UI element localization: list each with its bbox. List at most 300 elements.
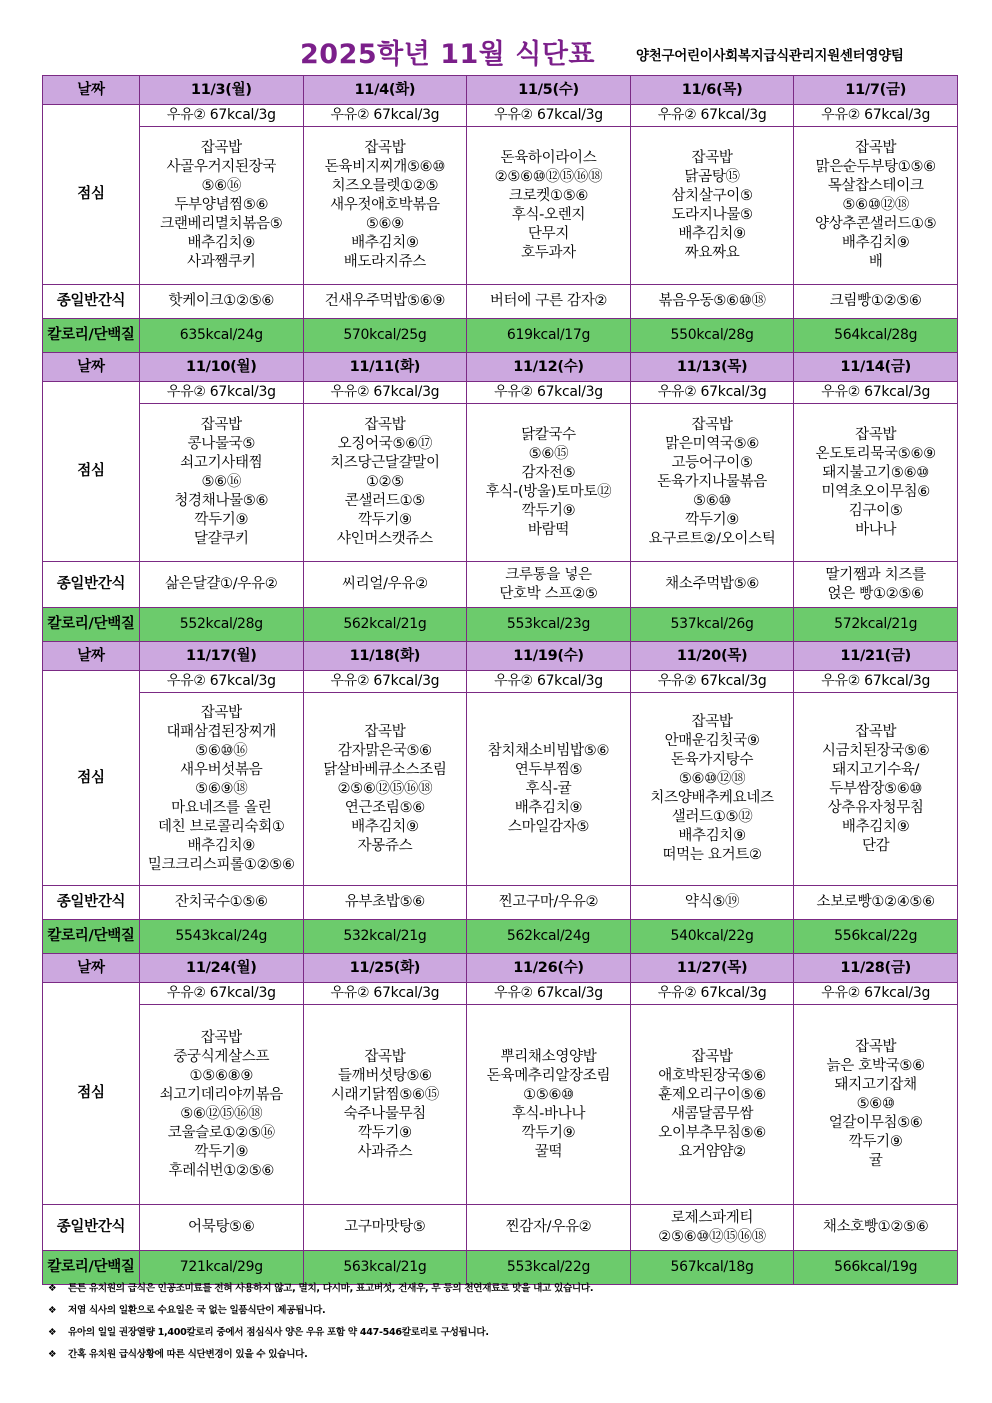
kcal-label: 칼로리/단백질: [43, 1251, 140, 1285]
menu-item: 요거얌얌②: [678, 1143, 746, 1160]
lunch-cell: [303, 404, 467, 562]
menu-item: 깍두기⑨: [521, 502, 576, 519]
snack-label: 종일반간식: [43, 562, 140, 608]
menu-item: 시금치된장국⑤⑥: [821, 742, 930, 759]
menu-item: 배도라지쥬스: [343, 254, 427, 270]
menu-item: 맑은순두부탕①⑤⑥: [815, 159, 936, 175]
menu-item: 잡곡밥: [200, 1029, 242, 1046]
menu-item: 후식-귤: [525, 780, 572, 797]
milk-cell: 우유② 67kcal/3g: [630, 382, 794, 404]
menu-item: 오이부추무침⑤⑥: [658, 1124, 766, 1141]
date-cell: 11/6(목): [630, 76, 794, 105]
snack-text: 건새우주먹밥⑤⑥⑨: [324, 293, 446, 309]
menu-item: 잡곡밥: [200, 140, 242, 156]
snack-text: 크루통을 넣은: [505, 566, 592, 583]
snack-row: [43, 886, 958, 920]
menu-item: 고등어구이⑤: [671, 455, 753, 471]
menu-item: 잡곡밥: [364, 140, 406, 156]
menu-item: ⑤⑥⑫⑮⑯⑱: [180, 1105, 263, 1122]
menu-item: 단무지: [527, 225, 570, 242]
date-label: 날짜: [43, 954, 140, 983]
menu-item: ①⑤⑥⑧⑨: [189, 1067, 254, 1084]
snack-cell: [467, 285, 631, 319]
menu-item: 온도토리묵국⑤⑥⑨: [815, 445, 936, 462]
menu-item: 새우버섯볶음: [180, 761, 263, 778]
lunch-cell: [303, 127, 467, 285]
menu-item: 얼갈이무침⑤⑥: [828, 1115, 923, 1131]
date-row: [43, 76, 958, 105]
menu-item: 쇠고기데리야끼볶음: [159, 1086, 283, 1103]
kcal-cell: 564kcal/28g: [794, 319, 958, 353]
snack-cell: [467, 562, 631, 608]
menu-item: 청경채나물⑤⑥: [174, 493, 269, 509]
menu-item: 자몽쥬스: [357, 837, 413, 854]
kcal-cell: 562kcal/24g: [467, 920, 631, 954]
menu-item: 배추김치⑨: [187, 235, 256, 251]
menu-item: 바람떡: [527, 521, 570, 538]
page-title: 2025학년 11월 식단표: [300, 39, 596, 70]
menu-item: 맑은미역국⑤⑥: [665, 436, 760, 452]
lunch-label: 점심: [43, 105, 140, 285]
notes-list: [48, 1278, 968, 1366]
menu-item: 숙주나물무침: [343, 1105, 427, 1122]
menu-item: 후식-오렌지: [511, 206, 586, 223]
menu-item: 돈육메추리알장조림: [486, 1067, 611, 1084]
menu-item: 잡곡밥: [200, 704, 242, 721]
menu-item: 크로켓①⑤⑥: [508, 187, 589, 204]
menu-item: ⑤⑥⑩⑯: [195, 742, 248, 759]
menu-item: 들깨버섯탕⑤⑥: [337, 1067, 432, 1084]
menu-item: 대패삼겹된장찌개: [166, 723, 277, 740]
kcal-cell: 570kcal/25g: [303, 319, 467, 353]
snack-text: 씨리얼/우유②: [341, 576, 428, 592]
lunch-cell: [467, 1005, 631, 1205]
menu-item: 깍두기⑨: [521, 1124, 576, 1141]
lunch-label: 점심: [43, 382, 140, 562]
milk-cell: 우유② 67kcal/3g: [303, 671, 467, 693]
menu-item: 달걀쿠키: [193, 531, 249, 547]
date-cell: 11/17(월): [140, 642, 304, 671]
kcal-cell: 556kcal/22g: [794, 920, 958, 954]
menu-item: ⑤⑥⑮: [528, 445, 569, 462]
milk-cell: 우유② 67kcal/3g: [630, 105, 794, 127]
snack-cell: [630, 285, 794, 319]
menu-item: 배: [868, 254, 883, 270]
menu-item: 잡곡밥: [855, 723, 897, 740]
milk-cell: 우유② 67kcal/3g: [303, 983, 467, 1005]
milk-cell: 우유② 67kcal/3g: [630, 983, 794, 1005]
lunch-cell: [467, 404, 631, 562]
menu-item: 짜요짜요: [684, 244, 740, 261]
menu-item: ⑤⑥⑩: [856, 1096, 895, 1112]
date-cell: 11/28(금): [794, 954, 958, 983]
milk-cell: 우유② 67kcal/3g: [630, 671, 794, 693]
kcal-cell: 550kcal/28g: [630, 319, 794, 353]
snack-cell: [467, 886, 631, 920]
menu-item: 돼지고기수육/: [832, 761, 920, 778]
kcal-cell: 566kcal/19g: [794, 1251, 958, 1285]
date-label: 날짜: [43, 642, 140, 671]
menu-item: 잡곡밥: [200, 417, 242, 433]
snack-cell: [794, 562, 958, 608]
menu-item: 잡곡밥: [364, 1048, 406, 1065]
menu-item: 새콤달콤무쌈: [670, 1105, 754, 1122]
date-cell: 11/20(목): [630, 642, 794, 671]
menu-item: 뿌리채소영양밥: [500, 1048, 597, 1065]
menu-item: 애호박된장국⑤⑥: [658, 1067, 766, 1084]
snack-label: 종일반간식: [43, 1205, 140, 1251]
lunch-cell: [794, 127, 958, 285]
menu-item: 닭칼국수: [521, 426, 576, 443]
snack-cell: [630, 886, 794, 920]
menu-item: 마요네즈를 올린: [171, 799, 272, 816]
menu-item: 귤: [868, 1153, 883, 1169]
lunch-label: 점심: [43, 983, 140, 1205]
snack-text: ②⑤⑥⑩⑫⑮⑯⑱: [658, 1228, 766, 1245]
menu-item: 쇠고기사태찜: [180, 455, 263, 471]
kcal-cell: 635kcal/24g: [140, 319, 304, 353]
menu-item: 요구르트②/오이스틱: [648, 531, 776, 547]
menu-item: 새우젓애호박볶음: [330, 197, 440, 213]
milk-cell: 우유② 67kcal/3g: [794, 105, 958, 127]
lunch-row: [43, 693, 958, 886]
menu-item: 깍두기⑨: [357, 1124, 412, 1141]
kcal-cell: 532kcal/21g: [303, 920, 467, 954]
menu-item: 배추김치⑨: [678, 225, 746, 242]
lunch-row: [43, 1005, 958, 1205]
menu-item: 감자맑은국⑤⑥: [337, 742, 432, 759]
date-cell: 11/21(금): [794, 642, 958, 671]
menu-item: 코울슬로①②⑤⑯: [167, 1124, 275, 1141]
menu-item: 시래기닭찜⑤⑥⑮: [330, 1086, 439, 1103]
lunch-label: 점심: [43, 671, 140, 886]
menu-item: ⑤⑥⑩⑫⑱: [678, 771, 746, 787]
menu-item: 상추유자청무침: [827, 799, 924, 816]
milk-cell: 우유② 67kcal/3g: [140, 671, 304, 693]
menu-item: 배추김치⑨: [841, 818, 910, 835]
snack-text: 핫케이크①②⑤⑥: [168, 293, 275, 309]
date-label: 날짜: [43, 76, 140, 105]
snack-text: 잔치국수①⑤⑥: [174, 894, 268, 910]
menu-item: ⑤⑥⑯: [201, 474, 242, 490]
date-cell: 11/13(목): [630, 353, 794, 382]
menu-item: 안매운김칫국⑨: [664, 733, 760, 749]
date-cell: 11/26(수): [467, 954, 631, 983]
snack-cell: [140, 285, 304, 319]
lunch-cell: [303, 1005, 467, 1205]
menu-item: 잡곡밥: [691, 1048, 733, 1065]
snack-text: 유부초밥⑤⑥: [344, 894, 425, 910]
menu-item: 두부쌈장⑤⑥⑩: [829, 780, 923, 797]
bullet-icon: ❖: [48, 1283, 57, 1294]
date-cell: 11/3(월): [140, 76, 304, 105]
lunch-cell: [630, 1005, 794, 1205]
snack-text: 고구마맛탕⑤: [344, 1219, 426, 1235]
menu-item: 잡곡밥: [855, 1039, 897, 1055]
note-item: [48, 1344, 968, 1366]
snack-row: [43, 562, 958, 608]
lunch-cell: [794, 693, 958, 886]
menu-item: 삼치살구이⑤: [671, 187, 753, 204]
lunch-cell: [140, 693, 304, 886]
menu-item: 깍두기⑨: [357, 512, 412, 528]
menu-item: 중궁식게살스프: [173, 1048, 270, 1065]
menu-item: 스마일감자⑤: [507, 818, 590, 835]
menu-item: ②⑤⑥⑩⑫⑮⑯⑱: [494, 168, 603, 185]
lunch-cell: [630, 127, 794, 285]
milk-cell: 우유② 67kcal/3g: [467, 671, 631, 693]
milk-row: [43, 983, 958, 1005]
lunch-cell: [794, 404, 958, 562]
snack-text: 소보로빵①②④⑤⑥: [816, 894, 935, 910]
kcal-row: [43, 319, 958, 353]
kcal-cell: 5543kcal/24g: [140, 920, 304, 954]
menu-item: 잡곡밥: [364, 417, 406, 433]
kcal-cell: 563kcal/21g: [303, 1251, 467, 1285]
date-cell: 11/25(화): [303, 954, 467, 983]
menu-item: ①⑤⑥⑩: [523, 1086, 574, 1103]
snack-text: 찐감자/우유②: [505, 1219, 592, 1235]
menu-item: ⑤⑥⑯: [201, 178, 242, 194]
lunch-cell: [467, 693, 631, 886]
milk-row: [43, 382, 958, 404]
menu-item: 콩나물국⑤: [187, 436, 256, 452]
date-row: [43, 353, 958, 382]
menu-item: 사과쨈쿠키: [187, 254, 256, 270]
milk-cell: 우유② 67kcal/3g: [140, 983, 304, 1005]
menu-item: 사과쥬스: [357, 1143, 413, 1160]
menu-item: 잡곡밥: [364, 723, 406, 740]
menu-item: 사골우거지된장국: [166, 159, 277, 175]
milk-cell: 우유② 67kcal/3g: [303, 105, 467, 127]
menu-item: 데친 브로콜리숙회①: [157, 818, 285, 835]
lunch-cell: [140, 404, 304, 562]
date-cell: 11/14(금): [794, 353, 958, 382]
snack-text: 채소호빵①②⑤⑥: [822, 1219, 929, 1235]
snack-text: 삶은달걀①/우유②: [165, 576, 278, 592]
kcal-label: 칼로리/단백질: [43, 319, 140, 353]
lunch-row: [43, 127, 958, 285]
lunch-cell: [467, 127, 631, 285]
date-row: [43, 954, 958, 983]
menu-item: 잡곡밥: [691, 149, 733, 166]
date-cell: 11/19(수): [467, 642, 631, 671]
snack-cell: [467, 1205, 631, 1251]
menu-item: 배추김치⑨: [678, 828, 746, 844]
date-cell: 11/4(화): [303, 76, 467, 105]
menu-item: 닭살바베큐소스조림: [323, 761, 447, 778]
snack-cell: [303, 285, 467, 319]
kcal-cell: 562kcal/21g: [303, 608, 467, 642]
kcal-cell: 553kcal/22g: [467, 1251, 631, 1285]
snack-cell: [794, 285, 958, 319]
kcal-row: [43, 920, 958, 954]
snack-text: 버터에 구른 감자②: [489, 293, 608, 309]
menu-item: 깍두기⑨: [848, 1134, 903, 1150]
menu-item: 목살찹스테이크: [827, 178, 924, 194]
menu-item: 미역초오이무침⑥: [821, 483, 930, 500]
menu-item: 콘샐러드①⑤: [344, 493, 425, 509]
menu-item: 양상추콘샐러드①⑤: [814, 216, 937, 232]
menu-item: 밀크크리스피롤①②⑤⑥: [147, 856, 295, 873]
menu-item: 김구이⑤: [848, 502, 903, 519]
menu-item: 단감: [861, 837, 890, 854]
menu-item: 두부양념찜⑤⑥: [174, 197, 269, 213]
menu-item: 늙은 호박국⑤⑥: [826, 1058, 925, 1074]
milk-cell: 우유② 67kcal/3g: [794, 671, 958, 693]
menu-item: 떠먹는 요거트②: [662, 847, 762, 863]
menu-item: 배추김치⑨: [351, 818, 419, 835]
menu-item: 도라지나물⑤: [671, 206, 753, 223]
lunch-cell: [140, 1005, 304, 1205]
kcal-label: 칼로리/단백질: [43, 608, 140, 642]
menu-item: 참치채소비빔밥⑤⑥: [487, 742, 610, 759]
milk-cell: 우유② 67kcal/3g: [794, 382, 958, 404]
lunch-cell: [140, 127, 304, 285]
menu-item: 돼지고기잡채: [834, 1077, 917, 1093]
kcal-cell: 619kcal/17g: [467, 319, 631, 353]
snack-row: [43, 285, 958, 319]
snack-cell: [140, 886, 304, 920]
menu-item: 후식-바나나: [511, 1105, 586, 1122]
date-label: 날짜: [43, 353, 140, 382]
menu-item: 배추김치⑨: [841, 235, 910, 251]
menu-item: ⑤⑥⑨⑱: [195, 780, 248, 797]
menu-table: [42, 75, 958, 1285]
kcal-row: [43, 608, 958, 642]
menu-item: ⑤⑥⑩: [693, 493, 732, 509]
snack-cell: [140, 562, 304, 608]
snack-cell: [303, 562, 467, 608]
kcal-label: 칼로리/단백질: [43, 920, 140, 954]
note-text: 튼튼 유치원의 급식은 인공조미료를 전혀 사용하지 않고, 멸치, 다시마, 표고버섯, 건새우, 무 등의 천연재료로 맛을 내고 있습니다.: [68, 1283, 594, 1294]
note-item: [48, 1278, 968, 1300]
menu-item: 치즈당근달걀말이: [330, 455, 440, 471]
lunch-cell: [794, 1005, 958, 1205]
page-subtitle: 양천구어린이사회복지급식관리지원센터영양팀: [636, 48, 904, 64]
menu-item: 호두과자: [521, 244, 576, 261]
milk-cell: 우유② 67kcal/3g: [140, 382, 304, 404]
menu-item: 치즈양배추케요네즈: [650, 790, 774, 806]
menu-item: 꿀떡: [534, 1143, 563, 1160]
note-text: 유아의 일일 권장열량 1,400칼로리 중에서 점심식사 양은 우유 포함 약 447-546칼로리로 구성됩니다.: [68, 1327, 489, 1338]
menu-item: 연두부찜⑤: [514, 761, 583, 778]
date-cell: 11/7(금): [794, 76, 958, 105]
milk-cell: 우유② 67kcal/3g: [303, 382, 467, 404]
note-text: 간혹 유치원 급식상황에 따른 식단변경이 있을 수 있습니다.: [68, 1349, 308, 1360]
menu-item: 돈육가지나물볶음: [657, 474, 767, 490]
snack-cell: [303, 886, 467, 920]
note-text: 저염 식사의 일환으로 수요일은 국 없는 일품식단이 제공됩니다.: [68, 1305, 326, 1316]
milk-cell: 우유② 67kcal/3g: [794, 983, 958, 1005]
menu-item: 잡곡밥: [691, 417, 733, 433]
date-cell: 11/18(화): [303, 642, 467, 671]
lunch-cell: [630, 404, 794, 562]
menu-item: 돈육가지탕수: [670, 752, 754, 768]
kcal-cell: 537kcal/26g: [630, 608, 794, 642]
menu-item: 크랜베리멸치볶음⑤: [160, 216, 283, 232]
menu-item: 배추김치⑨: [514, 799, 583, 816]
snack-cell: [630, 1205, 794, 1251]
page-header: [0, 30, 992, 72]
menu-item: 배추김치⑨: [187, 837, 256, 854]
note-item: [48, 1300, 968, 1322]
snack-cell: [303, 1205, 467, 1251]
menu-item: 훈제오리구이⑤⑥: [658, 1086, 766, 1103]
kcal-cell: 552kcal/28g: [140, 608, 304, 642]
snack-cell: [794, 886, 958, 920]
menu-item: 깍두기⑨: [194, 1143, 249, 1160]
note-item: [48, 1322, 968, 1344]
menu-item: 돼지불고기⑤⑥⑩: [822, 464, 929, 481]
kcal-cell: 567kcal/18g: [630, 1251, 794, 1285]
lunch-cell: [303, 693, 467, 886]
bullet-icon: ❖: [48, 1349, 57, 1360]
snack-text: 크림빵①②⑤⑥: [829, 293, 922, 309]
snack-text: 찐고구마/우유②: [498, 894, 599, 910]
menu-item: 샤인머스캣쥬스: [336, 531, 433, 547]
menu-item: 돈육비지찌개⑤⑥⑩: [324, 159, 446, 175]
snack-text: 로제스파게티: [670, 1209, 754, 1226]
menu-item: 바나나: [855, 521, 897, 538]
bullet-icon: ❖: [48, 1327, 57, 1338]
date-cell: 11/11(화): [303, 353, 467, 382]
snack-text: 볶음우동⑤⑥⑩⑱: [658, 293, 766, 309]
kcal-cell: 572kcal/21g: [794, 608, 958, 642]
menu-item: 오징어국⑤⑥⑰: [337, 436, 433, 452]
menu-item: 연근조림⑤⑥: [344, 799, 425, 816]
snack-text: 약식⑤⑲: [684, 894, 740, 910]
date-cell: 11/12(수): [467, 353, 631, 382]
date-cell: 11/5(수): [467, 76, 631, 105]
menu-item: 돈육하이라이스: [500, 149, 597, 166]
menu-item: ⑤⑥⑩⑫⑱: [842, 197, 909, 213]
snack-text: 단호박 스프②⑤: [499, 585, 598, 602]
menu-item: 후레쉬번①②⑤⑥: [168, 1162, 275, 1179]
menu-item: 배추김치⑨: [351, 235, 419, 251]
menu-item: 샐러드①⑤⑫: [671, 809, 753, 825]
snack-label: 종일반간식: [43, 285, 140, 319]
kcal-cell: 553kcal/23g: [467, 608, 631, 642]
menu-item: ①②⑤: [365, 474, 404, 490]
snack-text: 어묵탕⑤⑥: [188, 1219, 255, 1235]
date-cell: 11/27(목): [630, 954, 794, 983]
milk-cell: 우유② 67kcal/3g: [467, 382, 631, 404]
milk-cell: 우유② 67kcal/3g: [467, 983, 631, 1005]
kcal-cell: 540kcal/22g: [630, 920, 794, 954]
snack-text: 채소주먹밥⑤⑥: [665, 576, 760, 592]
snack-text: 얹은 빵①②⑤⑥: [827, 585, 924, 602]
menu-item: ②⑤⑥⑫⑮⑯⑱: [337, 780, 433, 797]
date-row: [43, 642, 958, 671]
milk-row: [43, 105, 958, 127]
menu-item: 깍두기⑨: [685, 512, 739, 528]
bullet-icon: ❖: [48, 1305, 57, 1316]
kcal-cell: 721kcal/29g: [140, 1251, 304, 1285]
menu-item: 후식-(방울)토마토⑫: [485, 483, 612, 500]
menu-item: ⑤⑥⑨: [365, 216, 404, 232]
snack-cell: [794, 1205, 958, 1251]
milk-cell: 우유② 67kcal/3g: [140, 105, 304, 127]
lunch-row: [43, 404, 958, 562]
lunch-cell: [630, 693, 794, 886]
snack-label: 종일반간식: [43, 886, 140, 920]
snack-text: 딸기쨈과 치즈를: [825, 566, 926, 583]
menu-item: 잡곡밥: [691, 714, 733, 730]
snack-cell: [140, 1205, 304, 1251]
menu-item: 잡곡밥: [855, 426, 897, 443]
menu-item: 닭곰탕⑮: [684, 168, 740, 185]
